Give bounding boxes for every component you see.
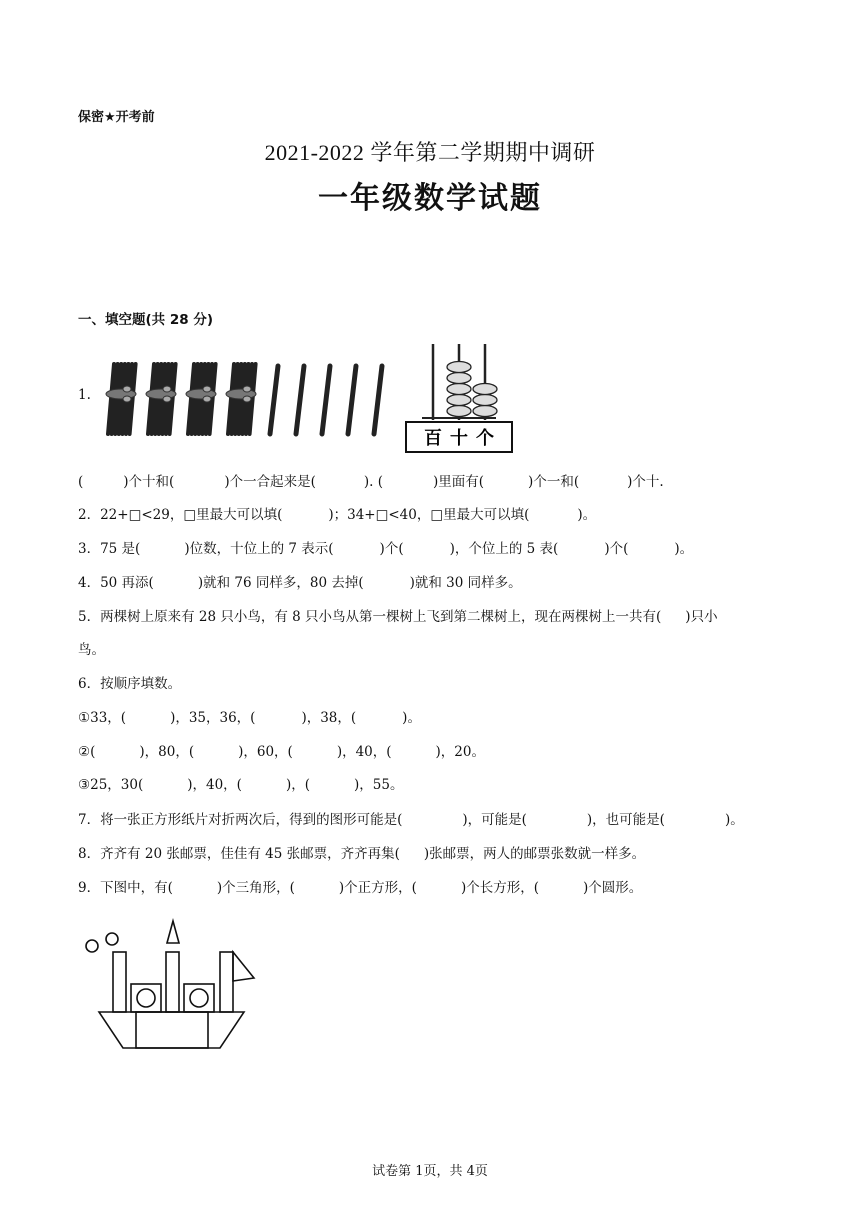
question-6-intro: 6．按顺序填数。 (78, 676, 182, 692)
question-4: 4．50 再添( )就和 76 同样多，80 去掉( )就和 30 同样多。 (78, 575, 522, 591)
abacus-label-ones: 个 (476, 428, 494, 449)
question-9: 9．下图中，有( )个三角形，( )个正方形，( )个长方形，( )个圆形。 (78, 880, 643, 896)
exam-subtitle: 一年级数学试题 (318, 181, 542, 216)
small-circle-1 (86, 940, 98, 952)
abacus-figure (400, 340, 518, 458)
abacus-bead-tens (447, 395, 471, 406)
hull-trapezoid (99, 1012, 244, 1048)
question-6-row-2: ②( )，80，( )，60，( )，40，( )，20。 (78, 744, 485, 760)
abacus-bead-tens (447, 373, 471, 384)
question-6-row-1: ①33，( )，35，36，( )，38，( )。 (78, 710, 421, 726)
question-3: 3．75 是( )位数，十位上的 7 表示( )个( )，个位上的 5 表( )个( )。 (78, 541, 694, 557)
question-1-number: 1. (78, 387, 91, 403)
bundle-of-ten (226, 364, 256, 434)
single-stick (374, 366, 382, 434)
abacus-bead-ones (473, 384, 497, 395)
left-tall-rectangle (113, 952, 126, 1012)
question-6-row-3: ③25，30( )，40，( )，( )，55。 (78, 777, 404, 793)
hull-rectangle (136, 1012, 208, 1048)
question-1-text: ( )个十和( )个一合起来是( ). ( )里面有( )个一和( )个十. (78, 474, 664, 490)
left-window-circle (137, 989, 155, 1007)
question-2: 2．22+□<29，□里最大可以填( )；34+□<40，□里最大可以填( )。 (78, 507, 597, 523)
bundle-of-ten (186, 364, 216, 434)
abacus-bead-ones (473, 395, 497, 406)
abacus-bead-ones (473, 406, 497, 417)
small-circle-2 (106, 933, 118, 945)
middle-tall-rectangle (166, 952, 179, 1012)
abacus-bead-tens (447, 406, 471, 417)
right-window-circle (190, 989, 208, 1007)
counting-sticks-figure (100, 356, 400, 440)
single-stick (270, 366, 278, 434)
single-stick (296, 366, 304, 434)
section-heading: 一、填空题(共 28 分) (78, 312, 214, 328)
confidential-label: 保密★开考前 (78, 110, 155, 125)
question-5-line-2: 鸟。 (78, 642, 105, 658)
abacus-bead-tens (447, 384, 471, 395)
shapes-ship-figure (80, 915, 270, 1055)
abacus-label-tens: 十 (450, 428, 468, 449)
flag-triangle (233, 952, 254, 981)
question-5-line-1: 5．两棵树上原来有 28 只小鸟，有 8 只小鸟从第一棵树上飞到第二棵树上，现在两棵树上一共有( )只小 (78, 609, 718, 625)
question-7: 7．将一张正方形纸片对折两次后，得到的图形可能是( )，可能是( )，也可能是( )。 (78, 812, 744, 828)
bundle-of-ten (146, 364, 176, 434)
top-triangle (167, 921, 179, 943)
right-tall-rectangle (220, 952, 233, 1012)
abacus-bead-tens (447, 362, 471, 373)
single-stick (348, 366, 356, 434)
bundle-of-ten (106, 364, 136, 434)
exam-title: 2021-2022 学年第二学期期中调研 (264, 140, 596, 165)
abacus-label-hundreds: 百 (424, 428, 442, 449)
single-stick (322, 366, 330, 434)
question-8: 8．齐齐有 20 张邮票，佳佳有 45 张邮票，齐齐再集( )张邮票，两人的邮票张数就一样多。 (78, 846, 646, 862)
page-footer: 试卷第 1页，共 4页 (372, 1164, 488, 1179)
